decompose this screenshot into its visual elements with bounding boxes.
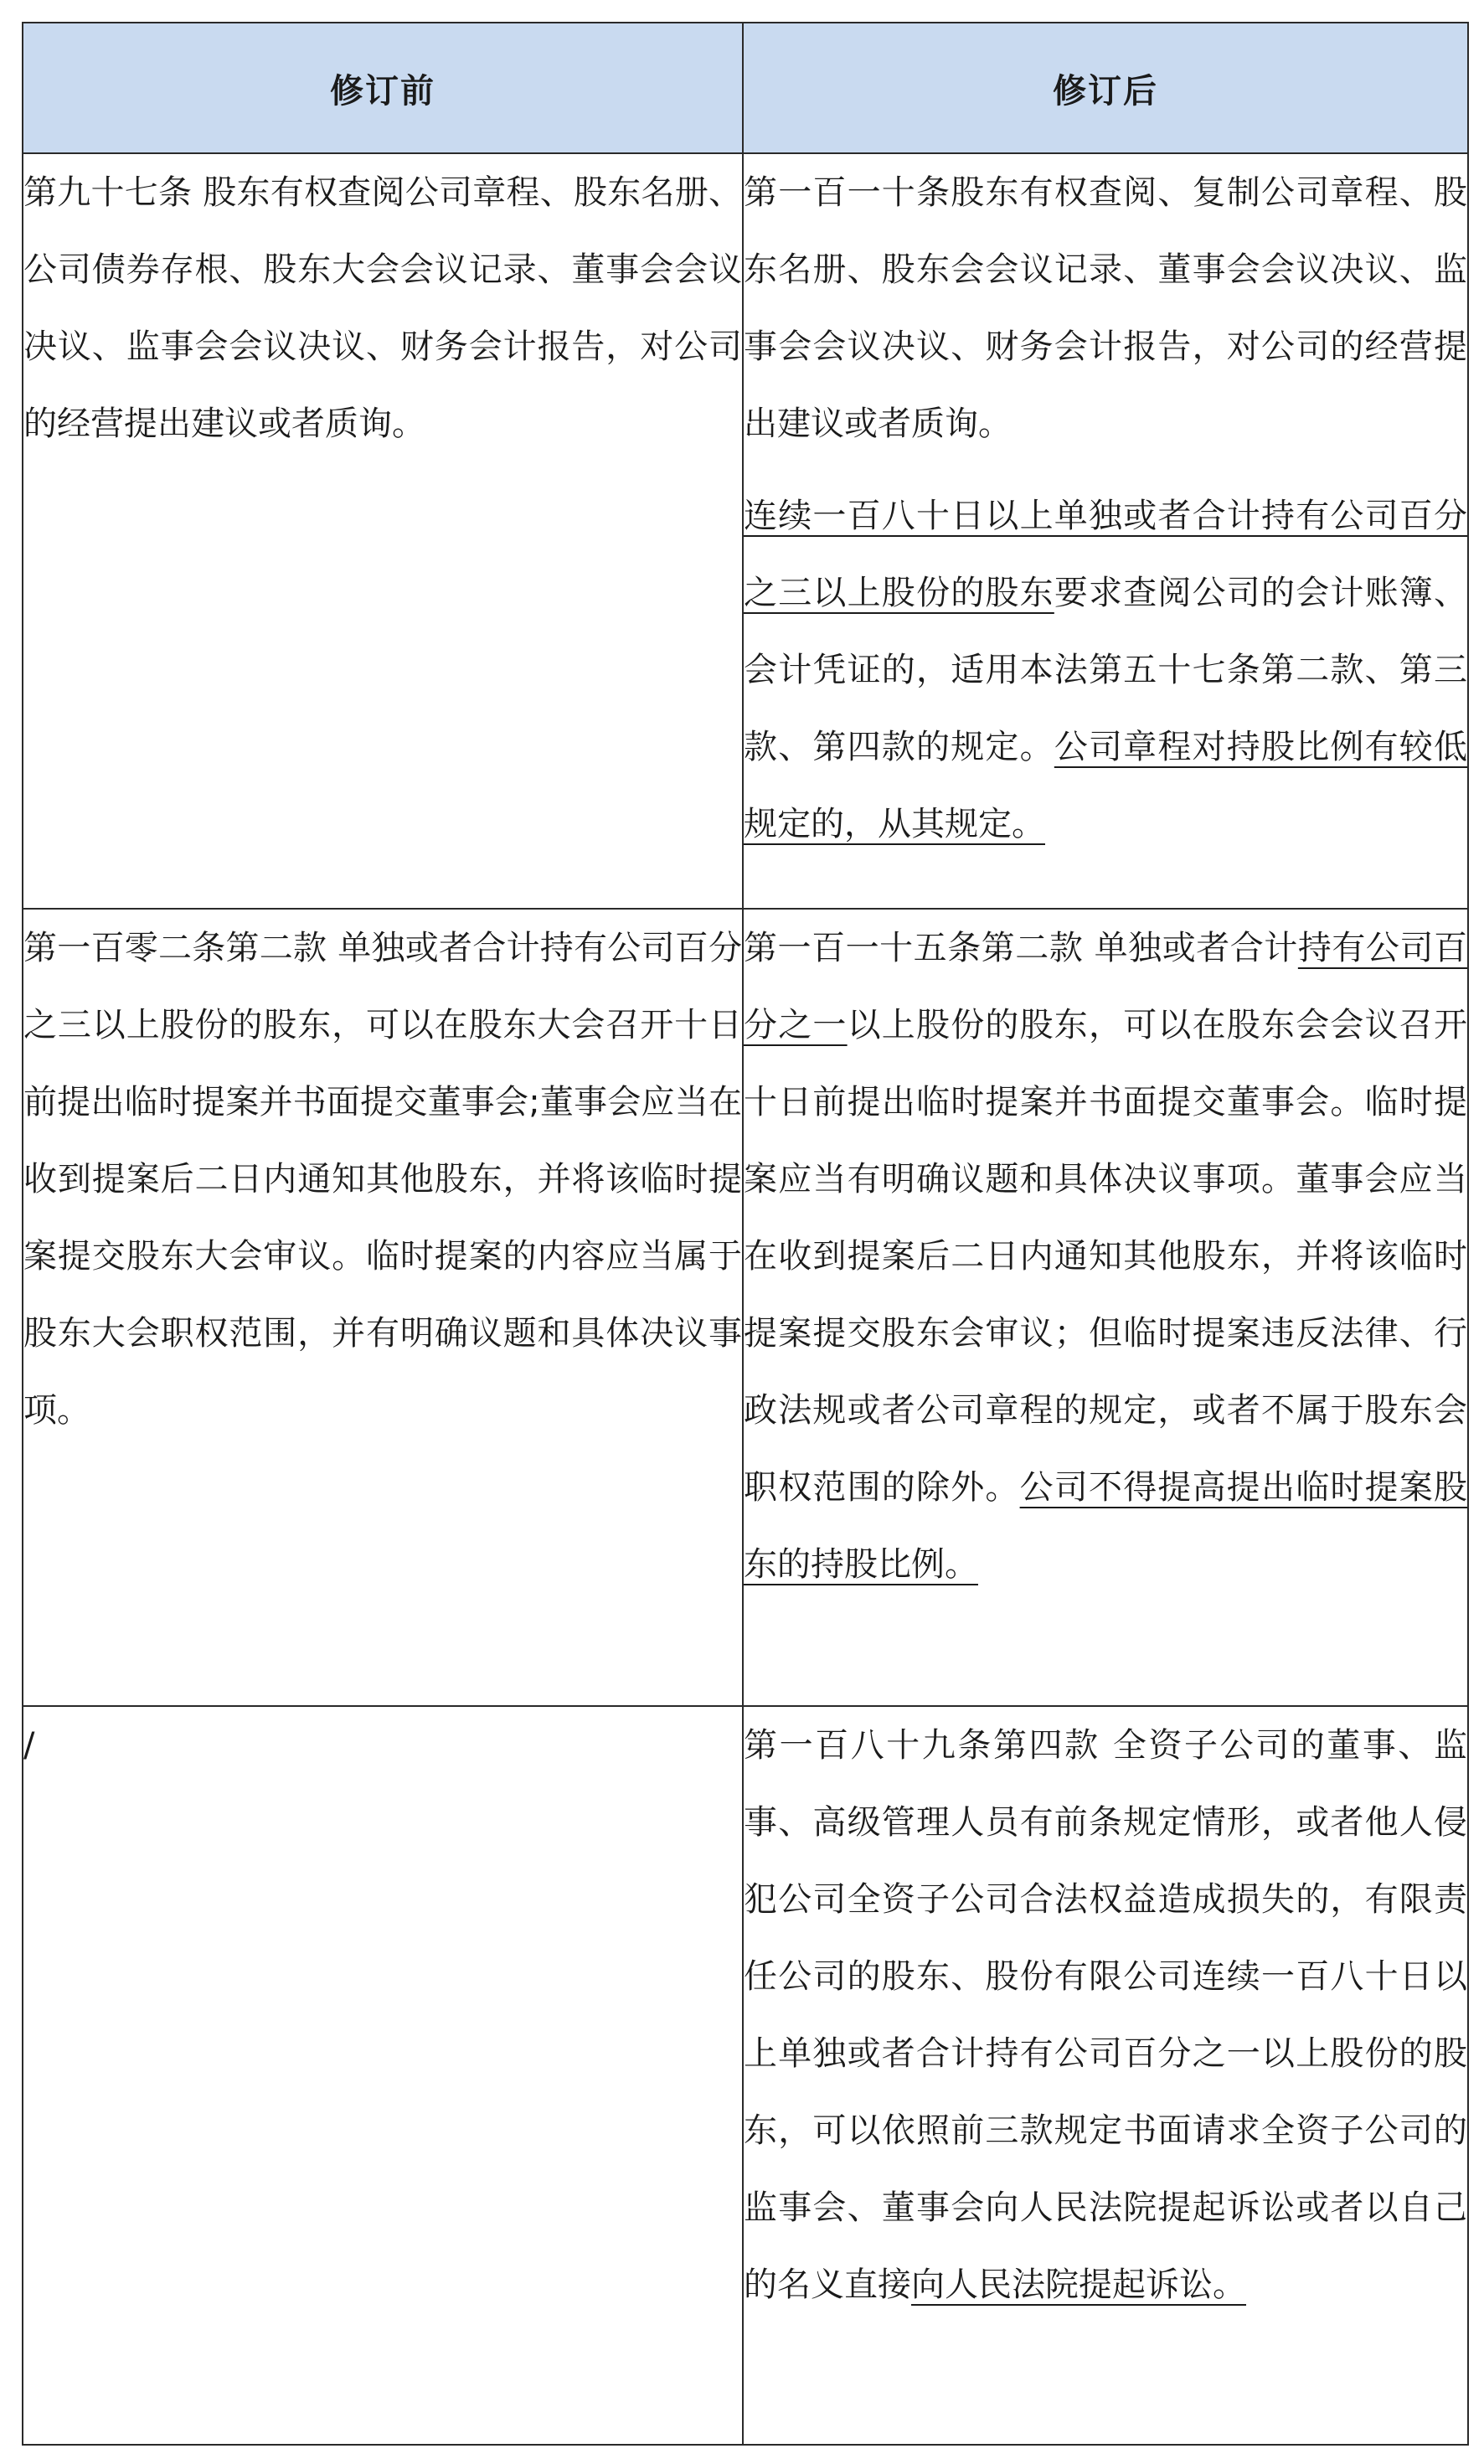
plain-text: 以上股份的股东，可以在股东会会议召开十日前提出临时提案并书面提交董事会。临时提案应当有明确议题和具体决议事项。董事会应当在收到提案后二日内通知其他股东，并将该临时提案提交股东会审议；但临时提案违反法律、行政法规或者公司章程的规定，或者不属于股东会职权范围的除外。: [744, 1006, 1468, 1507]
after-paragraph: [744, 477, 1467, 863]
after-paragraph: [744, 1707, 1467, 2323]
underlined-text: 公司章程对持股比例有较低规定的，从其规定。: [744, 728, 1468, 843]
plain-text: 第一百八十九条第四款 全资子公司的董事、监事、高级管理人员有前条规定情形，或者他人侵犯公司全资子公司合法权益造成损失的，有限责任公司的股东、股份有限公司连续一百八十日以上单独或者合计持有公司百分之一以上股份的股东，可以依照前三款规定书面请求全资子公司的监事会、董事会向人民法院提起诉讼或者以自己的名义直接: [744, 1726, 1467, 2304]
plain-text: 要求查阅公司的会计账簿、会计凭证的，适用本法第五十七条第二款、第三款、第四款的规定。: [744, 574, 1468, 766]
before-text: /: [23, 1726, 35, 1765]
underlined-text: 公司不得提高提出临时提案股东的持股比例。: [744, 1468, 1468, 1584]
table-row: [23, 1706, 1468, 2445]
table-header-row: [23, 23, 1468, 153]
before-cell: [23, 153, 743, 909]
header-before: 修订前: [23, 23, 743, 153]
table-row: [23, 909, 1468, 1706]
underlined-text: 向人民法院提起诉讼。: [911, 2266, 1246, 2304]
after-cell: [743, 1706, 1468, 2445]
revision-comparison-table: [22, 22, 1469, 2446]
after-cell: [743, 909, 1468, 1706]
before-text: 第一百零二条第二款 单独或者合计持有公司百分之三以上股份的股东，可以在股东大会召开十日前提出临时提案并书面提交董事会;董事会应当在收到提案后二日内通知其他股东，并将该临时提案提交股东大会审议。临时提案的内容应当属于股东大会职权范围，并有明确议题和具体决议事项。: [23, 929, 742, 1430]
underlined-text: 持有公司百分之一: [744, 929, 1468, 1044]
header-after: 修订后: [743, 23, 1468, 153]
after-cell: [743, 153, 1468, 909]
before-text: 第九十七条 股东有权查阅公司章程、股东名册、公司债券存根、股东大会会议记录、董事会会议决议、监事会会议决议、财务会计报告，对公司的经营提出建议或者质询。: [23, 173, 742, 443]
after-paragraph: [744, 910, 1467, 1603]
before-cell: [23, 1706, 743, 2445]
before-cell: [23, 909, 743, 1706]
after-paragraph: 第一百一十条股东有权查阅、复制公司章程、股东名册、股东会会议记录、董事会会议决议、监事会会议决议、财务会计报告，对公司的经营提出建议或者质询。: [744, 173, 1467, 443]
plain-text: 第一百一十五条第二款 单独或者合计: [744, 929, 1298, 967]
table-row: [23, 153, 1468, 909]
underlined-text: 连续一百八十日以上单独或者合计持有公司百分之三以上股份的股东: [744, 497, 1467, 612]
